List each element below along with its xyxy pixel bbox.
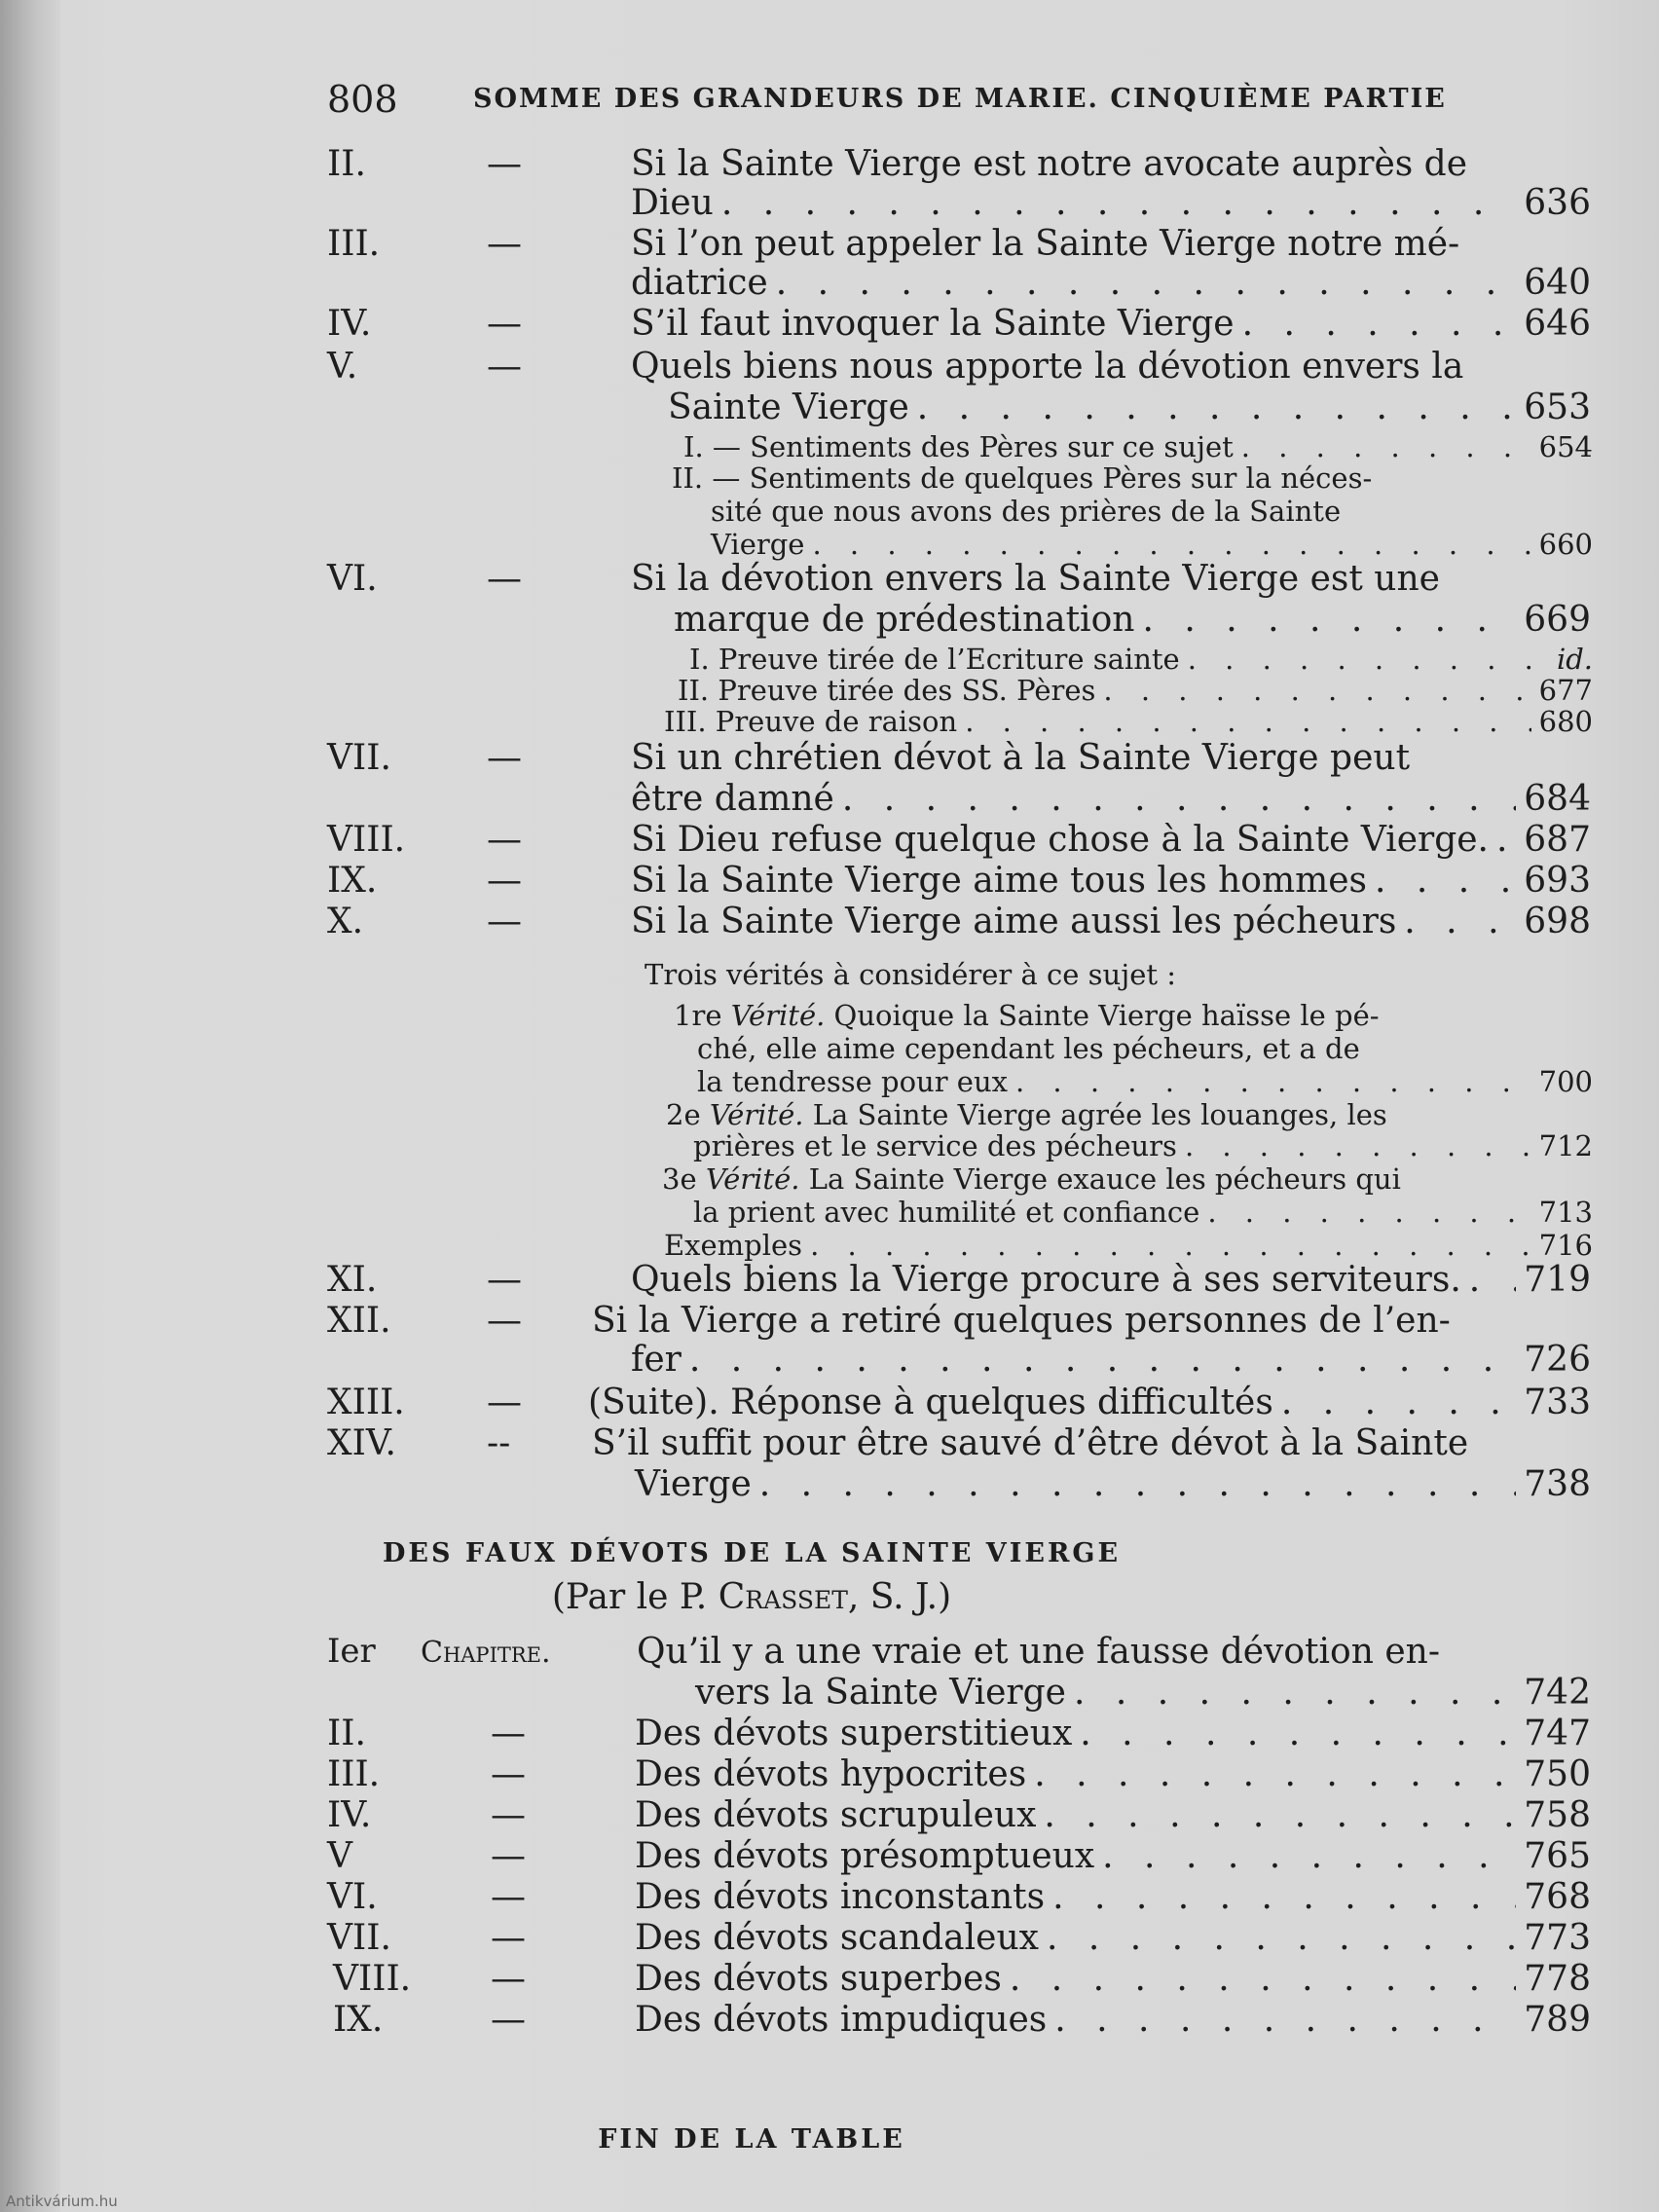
entry-title-line: Si la Vierge a retiré quelques personnes de l’en- [592, 1301, 1451, 1341]
entry-title-text: Des dévots scrupuleux [635, 1795, 1037, 1835]
truth-text: la prient avec humilité et confiance [693, 1196, 1200, 1229]
leader-dots [1034, 1754, 1516, 1794]
leader-dots [776, 263, 1517, 303]
leader-dots [1207, 1196, 1530, 1229]
entry-number: XI. [327, 1260, 378, 1300]
leader-dots [1074, 1673, 1516, 1713]
entry-page: 687 [1524, 820, 1591, 860]
entry-title-line [631, 902, 1591, 941]
entry-number: III. [327, 224, 381, 264]
truth-entry [693, 1129, 1593, 1162]
leader-dots [1047, 1918, 1516, 1958]
entry-page: 738 [1524, 1464, 1591, 1504]
entry-number: IX. [327, 861, 378, 901]
entry-title-text: Si Dieu refuse quelque chose à la Sainte Vierge. [631, 820, 1489, 860]
leader-dots [1142, 600, 1516, 640]
truth-entry [697, 1065, 1593, 1098]
end-of-table: FIN DE LA TABLE [598, 2124, 905, 2155]
chapter-number: VIII. [333, 1959, 412, 1999]
entry-title-text: Des dévots présomptueux [635, 1836, 1095, 1876]
truth-text: la tendresse pour eux [697, 1065, 1008, 1098]
entry-title-line [631, 304, 1591, 344]
entry-title-line [635, 1918, 1591, 1958]
truth-line [662, 1162, 1401, 1196]
truth-label: Vérité. [709, 1098, 804, 1131]
chapter-number: VII. [327, 1918, 391, 1958]
entry-number: XIV. [327, 1423, 396, 1463]
leader-dots [1281, 1382, 1516, 1422]
entry-title-line [635, 1464, 1591, 1504]
leader-dots [721, 183, 1516, 223]
section-author [0, 1577, 1581, 1617]
entry-title-text: Des dévots inconstants [635, 1877, 1046, 1917]
entry-title-line [631, 1340, 1591, 1380]
entry-page: 742 [1524, 1673, 1591, 1713]
running-title: SOMME DES GRANDEURS DE MARIE. CINQUIÈME PARTIE [473, 84, 1447, 114]
sub-entry-page: 677 [1538, 674, 1593, 707]
entry-title-line: Si la Sainte Vierge est notre avocate auprès de [631, 144, 1468, 184]
truth-text: prières et le service des pécheurs [693, 1129, 1177, 1162]
entry-title-text: Quels biens la Vierge procure à ses serviteurs. [631, 1260, 1461, 1300]
entry-title-line [588, 1382, 1591, 1422]
entry-title-line [631, 861, 1591, 901]
entry-title-line [635, 1754, 1591, 1794]
entry-number: VII. [327, 738, 391, 778]
entry-page: 669 [1524, 600, 1591, 640]
sub-entry-text: Vierge [711, 528, 805, 561]
sub-entry-text: I. — Sentiments des Pères sur ce sujet [683, 430, 1234, 463]
leader-dots [1185, 1129, 1531, 1162]
entry-dash: — [491, 1795, 526, 1835]
entry-page: 693 [1524, 861, 1591, 901]
entry-title-text: Des dévots hypocrites [635, 1754, 1027, 1794]
entry-number: II. [327, 144, 366, 184]
entry-page: 636 [1524, 183, 1591, 223]
sub-entry-text: II. Preuve tirée des SS. Pères [678, 674, 1096, 707]
truth-ordinal: 1re [674, 999, 722, 1032]
entry-title-line [635, 1795, 1591, 1835]
entry-title-text: S’il faut invoquer la Sainte Vierge [631, 304, 1235, 344]
entry-dash: — [491, 1959, 526, 1999]
entry-title-text: Sainte Vierge [668, 387, 909, 427]
entry-number: XII. [327, 1301, 391, 1341]
entry-title-line [674, 600, 1591, 640]
author-suffix: , S. J.) [847, 1577, 952, 1617]
entry-title-line: S’il suffit pour être sauvé d’être dévot à la Sainte [592, 1423, 1469, 1463]
leader-dots [689, 1340, 1516, 1380]
truth-text: La Sainte Vierge agrée les louanges, les [812, 1098, 1387, 1131]
entry-dash: — [487, 1382, 522, 1422]
entry-title-line: Si l’on peut appeler la Sainte Vierge notre mé- [631, 224, 1460, 264]
chapter-number: Ier [327, 1632, 376, 1671]
leader-dots [1015, 1065, 1531, 1098]
entry-dash: — [491, 2000, 526, 2040]
entry-page: 640 [1524, 263, 1591, 303]
watermark: Antikvárium.hu [6, 2193, 118, 2210]
entry-title-line [631, 183, 1591, 223]
chapter-number: III. [327, 1754, 381, 1794]
truth-line: ché, elle aime cependant les pécheurs, et a de [697, 1032, 1360, 1065]
entry-page: 653 [1524, 387, 1591, 427]
leader-dots [1404, 902, 1516, 941]
entry-title-line [631, 820, 1591, 860]
entry-title-text: Des dévots impudiques [635, 2000, 1048, 2040]
sub-entry-page: id. [1556, 643, 1593, 676]
examples-text: Exemples [664, 1229, 803, 1262]
leader-dots [917, 387, 1517, 427]
entry-title-text: Si la Sainte Vierge aime aussi les pécheurs [631, 902, 1397, 941]
entry-title-line [631, 779, 1591, 819]
entry-dash: — [487, 224, 522, 264]
leader-dots [1469, 1260, 1517, 1300]
author-name: Crasset [718, 1577, 848, 1617]
entry-title-line [631, 1260, 1591, 1300]
entry-title-line: Si un chrétien dévot à la Sainte Vierge peut [631, 738, 1411, 778]
entry-dash: — [487, 144, 522, 184]
truth-page: 713 [1538, 1196, 1593, 1229]
entry-page: 765 [1524, 1836, 1591, 1876]
entry-number: IV. [327, 304, 372, 344]
leader-dots [965, 705, 1530, 738]
entry-title-text: être damné [631, 779, 834, 819]
leader-dots [1241, 430, 1531, 463]
entry-dash: — [487, 738, 522, 778]
entry-dash: — [491, 1877, 526, 1917]
entry-page: 758 [1524, 1795, 1591, 1835]
page-number: 808 [327, 78, 398, 121]
leader-dots [1496, 820, 1516, 860]
truth-text: Quoique la Sainte Vierge haïsse le pé- [833, 999, 1380, 1032]
truths-intro: Trois vérités à considérer à ce sujet : [645, 958, 1177, 991]
entry-dash: — [491, 1754, 526, 1794]
author-prefix: (Par le P. [551, 1577, 708, 1617]
entry-title-line [631, 263, 1591, 303]
entry-title-text: (Suite). Réponse à quelques difficultés [588, 1382, 1273, 1422]
entry-title-text: Des dévots superbes [635, 1959, 1002, 1999]
entry-page: 684 [1524, 779, 1591, 819]
entry-page: 733 [1524, 1382, 1591, 1422]
entry-title-text: Des dévots superstitieux [635, 1714, 1073, 1753]
truth-label: Vérité. [705, 1162, 800, 1196]
truth-ordinal: 2e [666, 1098, 701, 1131]
sub-entry-page: 654 [1538, 430, 1593, 463]
entry-page: 747 [1524, 1714, 1591, 1753]
sub-entry [711, 528, 1593, 561]
truth-line [666, 1098, 1387, 1131]
entry-title-line [635, 2000, 1591, 2040]
entry-dash: — [491, 1918, 526, 1958]
entry-page: 646 [1524, 304, 1591, 344]
chapter-number: IX. [333, 2000, 384, 2040]
leader-dots [842, 779, 1516, 819]
entry-number: VI. [327, 559, 378, 599]
examples-entry [664, 1229, 1593, 1262]
entry-dash: — [487, 820, 522, 860]
entry-title-line [635, 1877, 1591, 1917]
entry-dash: — [487, 1260, 522, 1300]
truth-text: La Sainte Vierge exauce les pécheurs qui [808, 1162, 1401, 1196]
sub-entry [683, 430, 1593, 463]
chapter-number: VI. [327, 1877, 378, 1917]
section-title: DES FAUX DÉVOTS DE LA SAINTE VIERGE [382, 1538, 1122, 1568]
entry-page: 698 [1524, 902, 1591, 941]
leader-dots [1044, 1795, 1516, 1835]
leader-dots [1375, 861, 1516, 901]
leader-dots [1102, 1836, 1516, 1876]
leader-dots [1080, 1714, 1516, 1753]
chapter-number: IV. [327, 1795, 372, 1835]
entry-number: VIII. [327, 820, 406, 860]
entry-page: 750 [1524, 1754, 1591, 1794]
leader-dots [1242, 304, 1517, 344]
leader-dots [1054, 2000, 1516, 2040]
leader-dots [1052, 1877, 1516, 1917]
sub-entry-line: II. — Sentiments de quelques Pères sur la néces- [672, 461, 1373, 495]
entry-dash: -- [487, 1423, 511, 1463]
entry-title-line [635, 1959, 1591, 1999]
truth-entry [693, 1196, 1593, 1229]
entry-title-line [635, 1714, 1591, 1753]
entry-title-line: Quels biens nous apporte la dévotion envers la [631, 347, 1464, 387]
entry-title-text: Des dévots scandaleux [635, 1918, 1039, 1958]
sub-entry-page: 680 [1538, 705, 1593, 738]
entry-title-line [695, 1673, 1591, 1713]
leader-dots [1188, 643, 1549, 676]
sub-entry [678, 674, 1593, 707]
entry-title-text: Si la Sainte Vierge aime tous les hommes [631, 861, 1368, 901]
truth-label: Vérité. [730, 999, 826, 1032]
entry-number: XIII. [327, 1382, 405, 1422]
chapter-label: Chapitre. [421, 1636, 551, 1670]
entry-dash: — [487, 559, 522, 599]
leader-dots [1010, 1959, 1516, 1999]
entry-dash: — [487, 902, 522, 941]
entry-title-line: Si la dévotion envers la Sainte Vierge est une [631, 559, 1440, 599]
examples-page: 716 [1538, 1229, 1593, 1262]
sub-entry-text: I. Preuve tirée de l’Ecriture sainte [689, 643, 1180, 676]
truth-line [674, 999, 1380, 1032]
entry-title-text: vers la Sainte Vierge [695, 1673, 1066, 1713]
sub-entry-line: sité que nous avons des prières de la Sainte [711, 495, 1342, 528]
entry-page: 719 [1524, 1260, 1591, 1300]
entry-page: 726 [1524, 1340, 1591, 1380]
entry-page: 778 [1524, 1959, 1591, 1999]
sub-entry [689, 643, 1593, 676]
entry-page: 768 [1524, 1877, 1591, 1917]
sub-entry [664, 705, 1593, 738]
sub-entry-page: 660 [1538, 528, 1593, 561]
leader-dots [759, 1464, 1517, 1504]
truth-page: 700 [1538, 1065, 1593, 1098]
truth-ordinal: 3e [662, 1162, 697, 1196]
entry-dash: — [487, 347, 522, 387]
leader-dots [812, 528, 1530, 561]
entry-dash: — [487, 304, 522, 344]
entry-title-line: Qu’il y a une vraie et une fausse dévotion en- [637, 1632, 1440, 1672]
entry-title-line [635, 1836, 1591, 1876]
chapter-number: II. [327, 1714, 366, 1753]
leader-dots [810, 1229, 1531, 1262]
entry-title-text: marque de prédestination [674, 600, 1135, 640]
entry-page: 773 [1524, 1918, 1591, 1958]
truth-page: 712 [1538, 1129, 1593, 1162]
entry-dash: — [491, 1714, 526, 1753]
entry-dash: — [487, 861, 522, 901]
entry-number: V. [327, 347, 358, 387]
entry-title-line [668, 387, 1591, 427]
chapter-number: V [327, 1836, 352, 1876]
entry-title-text: fer [631, 1340, 682, 1380]
entry-number: X. [327, 902, 364, 941]
entry-title-text: Vierge [635, 1464, 752, 1504]
entry-dash: — [491, 1836, 526, 1876]
entry-title-text: diatrice [631, 263, 768, 303]
sub-entry-text: III. Preuve de raison [664, 705, 958, 738]
leader-dots [1103, 674, 1530, 707]
entry-page: 789 [1524, 2000, 1591, 2040]
entry-title-text: Dieu [631, 183, 714, 223]
entry-dash: — [487, 1301, 522, 1341]
